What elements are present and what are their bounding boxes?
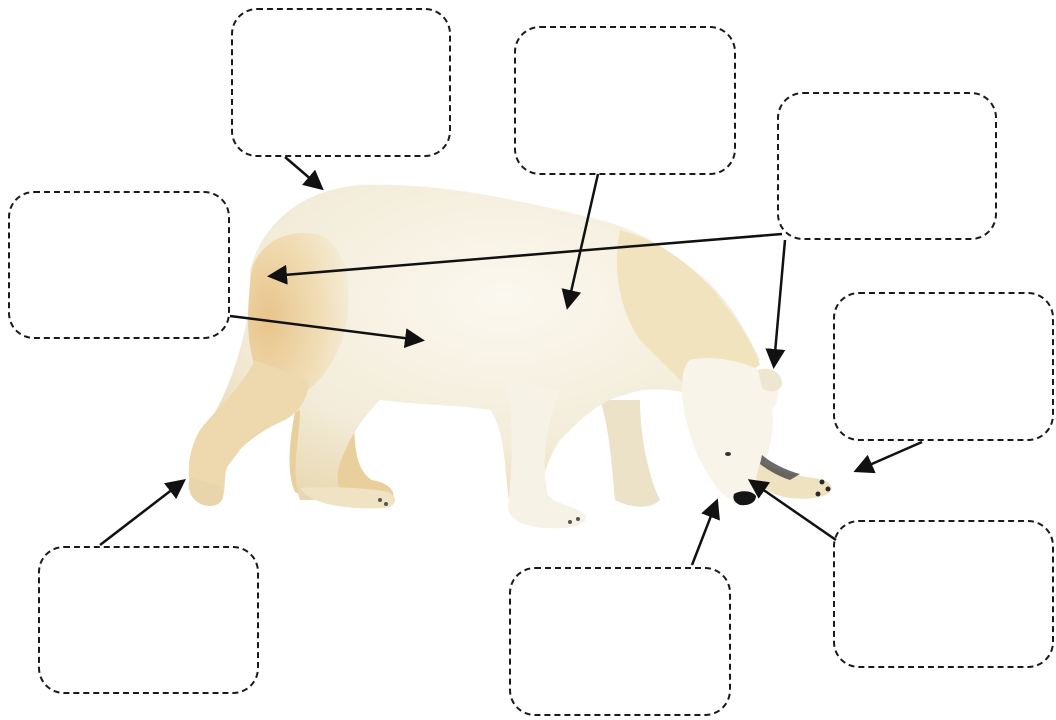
arrow-bottom-left-box xyxy=(100,482,182,545)
label-box-bottom-left[interactable] xyxy=(38,546,259,694)
label-box-right[interactable] xyxy=(833,292,1054,441)
arrow-top-left-box xyxy=(285,157,320,187)
label-box-bottom-right[interactable] xyxy=(833,520,1054,668)
arrow-right-box xyxy=(858,442,922,470)
label-box-top-left[interactable] xyxy=(231,8,451,157)
arrow-bottom-center-box xyxy=(692,503,716,565)
far-front-leg xyxy=(600,400,660,507)
bear-nose xyxy=(733,491,756,505)
arrow-top-right-box-to-ear xyxy=(774,240,785,364)
bear-eye xyxy=(725,452,731,456)
label-box-top-center[interactable] xyxy=(514,26,736,175)
polar-bear xyxy=(189,185,832,529)
label-box-left[interactable] xyxy=(8,191,230,339)
label-box-top-right[interactable] xyxy=(777,92,997,240)
label-box-bottom-center[interactable] xyxy=(509,567,731,716)
near-hind-leg xyxy=(189,360,309,503)
